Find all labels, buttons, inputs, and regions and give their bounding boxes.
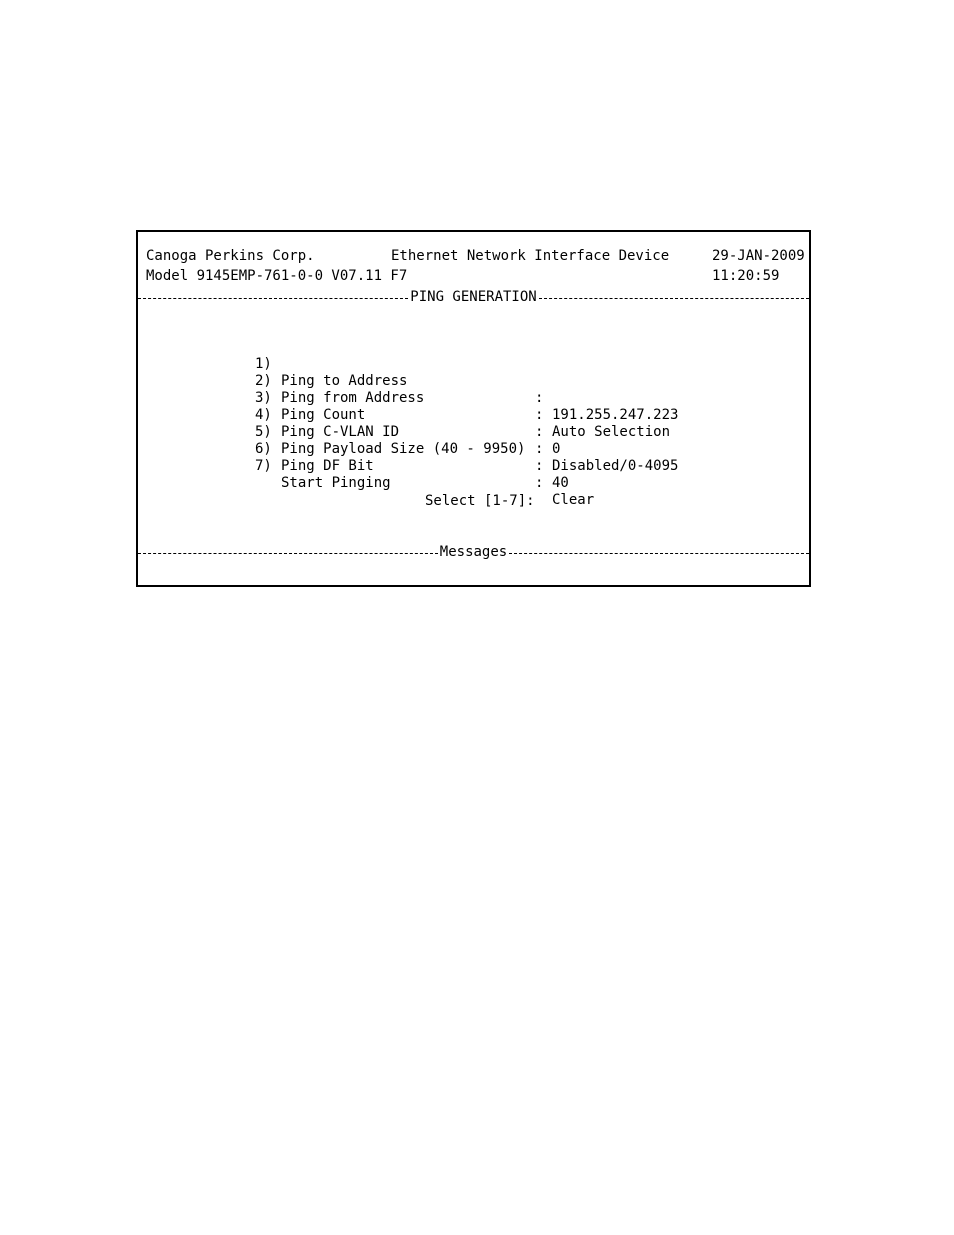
menu-item-separator: : [535,424,544,440]
menu-item-number: 5) [255,424,272,440]
menu-item-separator: : [535,441,544,457]
menu-item-separator: : [535,458,544,474]
rule-dash-right [539,298,809,299]
model-version: Model 9145EMP-761-0-0 V07.11 F7 [146,268,408,284]
menu-item-number: 4) [255,407,272,423]
menu-item-value: Auto Selection [552,424,671,440]
rule-dash-left [138,298,408,299]
menu-item-separator: : [535,390,544,406]
menu-item-label: Ping to Address [281,373,408,389]
menu-item-value: Disabled/0-4095 [552,458,679,474]
menu-item-label: Ping from Address [281,390,425,406]
menu-item-label: Ping C-VLAN ID [281,424,400,440]
menu-item-number: 6) [255,441,272,457]
menu-item-number: 2) [255,373,272,389]
messages-rule [138,544,809,561]
section-rule [138,289,809,306]
messages-title: Messages [439,544,508,560]
select-prompt[interactable]: Select [1-7]: [425,493,535,509]
menu-item-number: 3) [255,390,272,406]
menu-item-label: Ping Payload Size (40 - 9950) [281,441,526,457]
menu-item-value: 40 [552,475,569,491]
current-time: 11:20:59 [712,268,780,284]
menu-item-value: 191.255.247.223 [552,407,679,423]
menu-item-separator: : [535,475,544,491]
rule-dash-right [509,553,809,554]
menu-item-label: Ping Count [281,407,366,423]
menu-item-number: 1) [255,356,272,372]
menu-item-value: Clear [552,492,595,508]
section-title: PING GENERATION [410,289,537,305]
current-date: 29-JAN-2009 [712,248,805,264]
company-name: Canoga Perkins Corp. [146,248,315,264]
menu-item-label: Ping DF Bit [281,458,374,474]
menu-item-value: 0 [552,441,561,457]
menu-item-label: Start Pinging [281,475,391,491]
terminal-screen [136,230,811,587]
menu-item-separator: : [535,407,544,423]
menu-item-number: 7) [255,458,272,474]
rule-dash-left [138,553,438,554]
device-name: Ethernet Network Interface Device [391,248,670,264]
